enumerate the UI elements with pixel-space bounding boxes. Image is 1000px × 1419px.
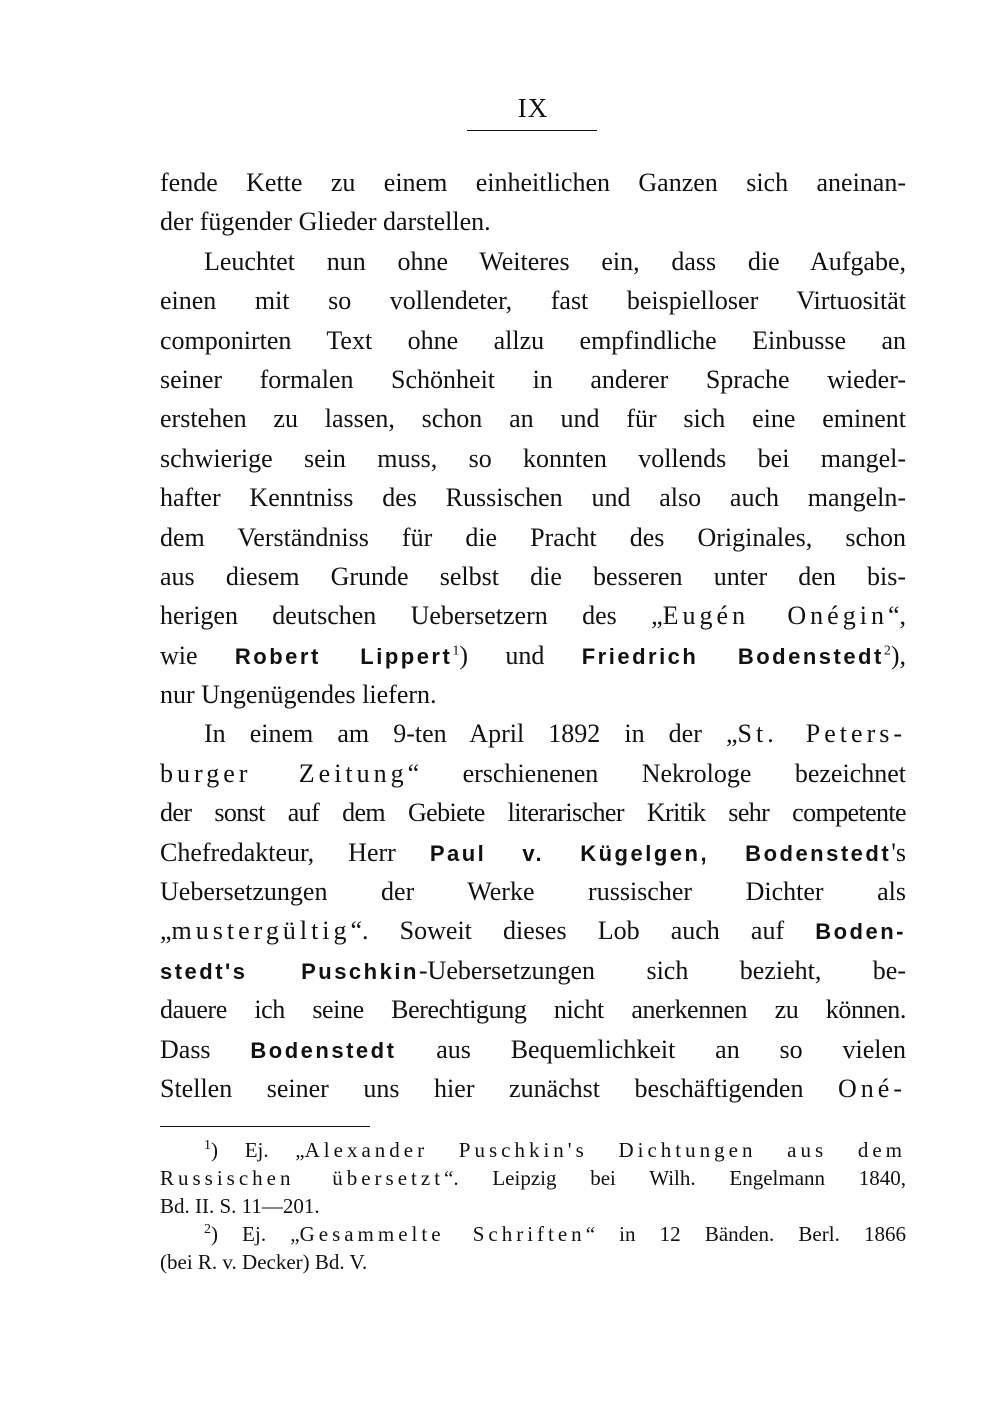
text-line bbox=[160, 833, 906, 872]
author-name: Bodenstedt bbox=[250, 1037, 397, 1063]
spaced-title: burger Zeitung bbox=[160, 758, 408, 788]
paragraph-1 bbox=[160, 163, 906, 242]
text-line bbox=[160, 911, 906, 950]
spaced-title: St. Peters- bbox=[737, 719, 907, 749]
body-text bbox=[160, 163, 906, 1108]
text-line: dem Verständniss für die Pracht des Originales, schon bbox=[160, 522, 906, 552]
footnote-1 bbox=[160, 1136, 906, 1220]
text-fragment: “ erschienenen Nekrologe bezeichnet bbox=[407, 758, 906, 788]
text-fragment: Chefredakteur, Herr bbox=[160, 837, 430, 867]
author-name: Boden- bbox=[815, 919, 906, 945]
author-name: stedt's Puschkin bbox=[160, 958, 419, 984]
text-line: fende Kette zu einem einheitlichen Ganzen sich aneinan- bbox=[160, 168, 906, 197]
footnote-marker: 1 bbox=[204, 1138, 211, 1153]
footnotes bbox=[160, 1136, 906, 1276]
text-fragment: “ in 12 Bänden. Berl. 1866 bbox=[585, 1222, 906, 1246]
footnote-ref: 1 bbox=[452, 643, 460, 659]
spaced-title: mustergültig bbox=[171, 916, 351, 946]
text-fragment: ) und bbox=[459, 640, 582, 670]
footnote-line bbox=[160, 1136, 906, 1164]
header-rule bbox=[467, 130, 597, 131]
text-line: der fügender Glieder darstellen. bbox=[160, 207, 491, 237]
page-header bbox=[160, 92, 906, 124]
text-line bbox=[160, 1069, 906, 1108]
text-fragment: „ bbox=[160, 916, 172, 946]
text-line: schwierige sein muss, so konnten vollends bei mangel- bbox=[160, 443, 906, 473]
footnote-line bbox=[160, 1164, 906, 1192]
footnote-line: (bei R. v. Decker) Bd. V. bbox=[160, 1250, 368, 1274]
text-fragment: 's bbox=[891, 837, 906, 867]
text-line bbox=[160, 714, 906, 753]
text-fragment: “, bbox=[887, 601, 906, 631]
text-line: dauere ich seine Berechtigung nicht anerkennen zu können. bbox=[160, 995, 906, 1025]
text-line bbox=[160, 596, 906, 635]
text-line bbox=[160, 754, 906, 793]
text-line: erstehen zu lassen, schon an und für sich eine eminent bbox=[160, 404, 906, 434]
footnote-2 bbox=[160, 1220, 906, 1276]
author-name: Paul v. Kügelgen, Bodenstedt bbox=[429, 840, 892, 866]
author-name: Friedrich Bodenstedt bbox=[581, 643, 884, 669]
footnote-marker: 2 bbox=[204, 1222, 211, 1237]
text-line: seiner formalen Schönheit in anderer Sprache wieder- bbox=[160, 364, 906, 394]
text-line: aus diesem Grunde selbst die besseren unter den bis- bbox=[160, 561, 906, 591]
text-fragment: Stellen seiner uns hier zunächst beschäftigenden bbox=[160, 1073, 839, 1103]
text-line: Leuchtet nun ohne Weiteres ein, dass die Aufgabe, bbox=[204, 246, 906, 276]
text-line bbox=[160, 951, 906, 990]
text-line bbox=[160, 636, 906, 675]
paragraph-3 bbox=[160, 714, 906, 1108]
footnote-line: Bd. II. S. 11—201. bbox=[160, 1194, 320, 1218]
footnote-line bbox=[160, 1220, 906, 1248]
spaced-title: Oné- bbox=[838, 1073, 906, 1103]
text-fragment: wie bbox=[160, 640, 235, 670]
text-fragment: herigen deutschen Uebersetzern des „ bbox=[160, 601, 663, 631]
text-fragment: -Uebersetzungen sich bezieht, be- bbox=[418, 955, 906, 985]
text-fragment: ) Ej. „ bbox=[211, 1222, 300, 1246]
spaced-title: Russischen übersetzt bbox=[160, 1166, 445, 1190]
author-name: Robert Lippert bbox=[234, 643, 453, 669]
text-fragment: ), bbox=[890, 640, 906, 670]
text-line: componirten Text ohne allzu empfindliche Einbusse an bbox=[160, 325, 906, 355]
book-page bbox=[160, 0, 906, 1419]
footnote-ref: 2 bbox=[883, 643, 891, 659]
text-line: nur Ungenügendes liefern. bbox=[160, 680, 437, 710]
text-fragment: ) Ej. „ bbox=[211, 1138, 305, 1162]
spaced-title: Eugén Onégin bbox=[662, 601, 888, 631]
text-line: Uebersetzungen der Werke russischer Dichter als bbox=[160, 877, 906, 907]
text-fragment: aus Bequemlichkeit an so vielen bbox=[396, 1034, 906, 1064]
paragraph-2 bbox=[160, 242, 906, 715]
text-fragment: In einem am 9-ten April 1892 in der „ bbox=[204, 719, 738, 749]
spaced-title: Alexander Puschkin's Dichtungen aus dem bbox=[304, 1138, 906, 1162]
page-number: IX bbox=[517, 93, 549, 123]
text-fragment: Dass bbox=[160, 1034, 251, 1064]
text-fragment: “. Soweit dieses Lob auch auf bbox=[350, 916, 816, 946]
text-line bbox=[160, 1030, 906, 1069]
text-line: hafter Kenntniss des Russischen und also auch mangeln- bbox=[160, 483, 906, 513]
text-line: einen mit so vollendeter, fast beispielloser Virtuosität bbox=[160, 286, 906, 316]
text-line: der sonst auf dem Gebiete literarischer Kritik sehr competente bbox=[160, 798, 906, 828]
spaced-title: Gesammelte Schriften bbox=[299, 1222, 586, 1246]
footnote-rule bbox=[160, 1126, 370, 1127]
text-fragment: “. Leipzig bei Wilh. Engelmann 1840, bbox=[444, 1166, 907, 1190]
